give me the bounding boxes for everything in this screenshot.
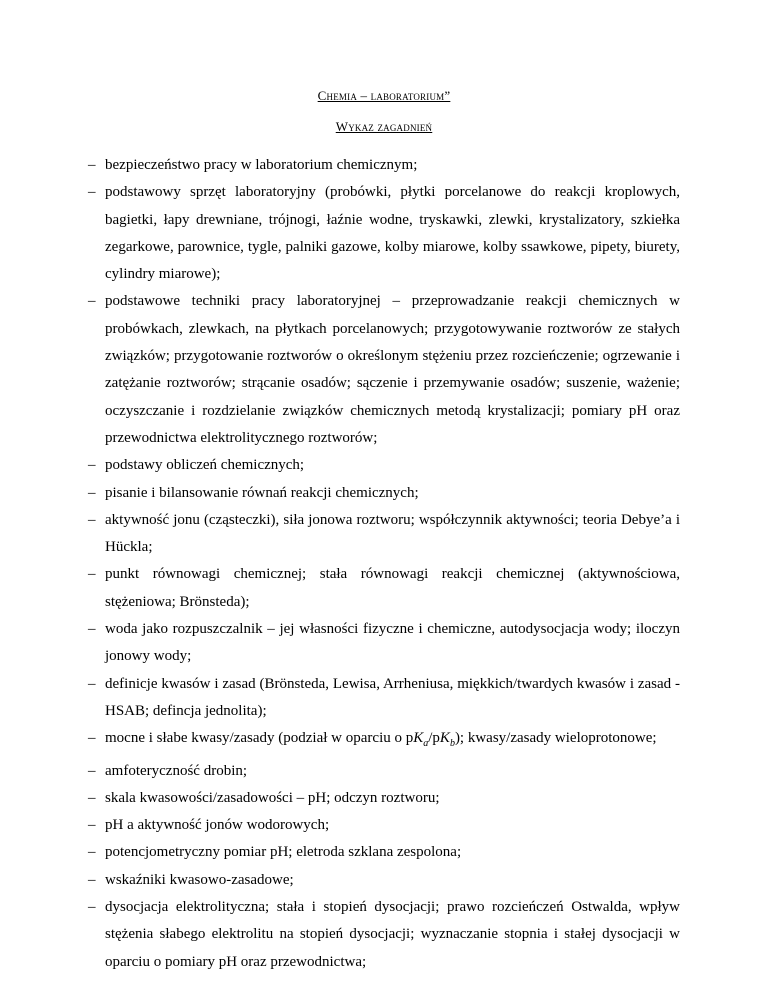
- list-item-text: potencjometryczny pomiar pH; eletroda szklana zespolona;: [105, 844, 462, 861]
- list-item: [88, 758, 680, 785]
- list-dash: –: [88, 484, 96, 501]
- list-dash: –: [88, 184, 96, 201]
- list-dash: –: [88, 844, 96, 861]
- list-dash: –: [88, 621, 96, 638]
- list-item-text: wskaźniki kwasowo-zasadowe;: [105, 871, 294, 888]
- list-item-text: pisanie i bilansowanie równań reakcji chemicznych;: [105, 484, 419, 501]
- document-title: Chemia – laboratorium”: [317, 88, 451, 103]
- list-item: [88, 152, 680, 179]
- list-item: [88, 179, 680, 288]
- document-subtitle: Wykaz zagadnień: [335, 119, 433, 134]
- list-item-text: bezpieczeństwo pracy w laboratorium chemicznym;: [105, 157, 418, 173]
- list-item-text: skala kwasowości/zasadowości – pH; odczyn roztworu;: [105, 789, 440, 806]
- pka-pkb-notation: $pK_a/pK_b$: [405, 730, 455, 750]
- list-item: [88, 785, 680, 812]
- list-item-text: punkt równowagi chemicznej; stała równowagi reakcji chemicznej (aktywnościowa, stężeniowa; Brönsteda);: [105, 566, 680, 610]
- list-dash: –: [88, 293, 96, 310]
- topic-list: [88, 152, 680, 976]
- list-item-text: aktywność jonu (cząsteczki), siła jonowa roztworu; współczynnik aktywności; teoria Debye’a i Hückla;: [105, 511, 680, 556]
- list-item-text: mocne i słabe kwasy/zasady (podział w oparciu o $pK_a/pK_b$); kwasy/zasady wieloprotonowe;: [105, 730, 657, 750]
- list-item: [88, 867, 680, 894]
- list-item: [88, 894, 680, 976]
- list-item-text: pH a aktywność jonów wodorowych;: [105, 817, 330, 834]
- list-item: [88, 812, 680, 839]
- list-dash: –: [88, 871, 96, 888]
- list-dash: –: [88, 899, 96, 916]
- list-dash: –: [88, 457, 96, 474]
- list-dash: –: [88, 762, 96, 779]
- list-item: [88, 452, 680, 479]
- list-item-text: woda jako rozpuszczalnik – jej własności fizyczne i chemiczne, autodysocjacja wody; iloczyn jonowy wody;: [105, 621, 680, 665]
- list-item-text: podstawy obliczeń chemicznych;: [105, 457, 305, 474]
- list-item: [88, 839, 680, 866]
- list-dash: –: [88, 566, 96, 583]
- list-item-text: amfoteryczność drobin;: [105, 762, 248, 779]
- list-item: [88, 480, 680, 507]
- list-item-text: definicje kwasów i zasad (Brönsteda, Lewisa, Arrheniusa, miękkich/twardych kwasów i zasad - HSAB; defincja jednolita);: [105, 675, 680, 719]
- list-dash: –: [88, 817, 96, 834]
- list-item: [88, 671, 680, 726]
- list-dash: –: [88, 157, 96, 173]
- list-item-text: dysocjacja elektrolityczna; stała i stopień dysocjacji; prawo rozcieńczeń Ostwalda, wpływ stężenia słabego elektrolitu na stopień dysocjacji; wyznaczanie stopnia i stałej dysocjacji w oparciu o pomiary pH oraz przewodnictwa;: [105, 899, 680, 970]
- list-dash: –: [88, 789, 96, 806]
- list-item-text: podstawowy sprzęt laboratoryjny (probówki, płytki porcelanowe do reakcji kroplowych, bagietki, łapy drewniane, trójnogi, łaźnie wodne, tryskawki, zlewki, krystalizatory, szkiełka zegarkowe, parownice, tygle, palniki gazowe, kolby miarowe, kolby ssawkowe, pipety, biurety, cylindry miarowe);: [105, 184, 680, 283]
- list-item: [88, 561, 680, 616]
- list-dash: –: [88, 511, 96, 528]
- list-item-text: podstawowe techniki pracy laboratoryjnej – przeprowadzanie reakcji chemicznych w probówkach, zlewkach, na płytkach porcelanowych; przygotowywanie roztworów ze stałych związków; przygotowanie roztworów o określonym stężeniu przez rozcieńczenie; ogrzewanie i zatężanie roztworów; strącanie osadów; sączenie i przemywanie osadów; suszenie, ważenie; oczyszczanie i rozdzielanie związków chemicznych metodą krystalizacji; pomiary pH oraz przewodnictwa elektrolitycznego roztworów;: [105, 293, 680, 446]
- list-item: [88, 616, 680, 671]
- list-dash: –: [88, 730, 96, 747]
- list-dash: –: [88, 675, 96, 692]
- list-item: [88, 288, 680, 452]
- list-item: [88, 725, 680, 757]
- list-item: [88, 507, 680, 562]
